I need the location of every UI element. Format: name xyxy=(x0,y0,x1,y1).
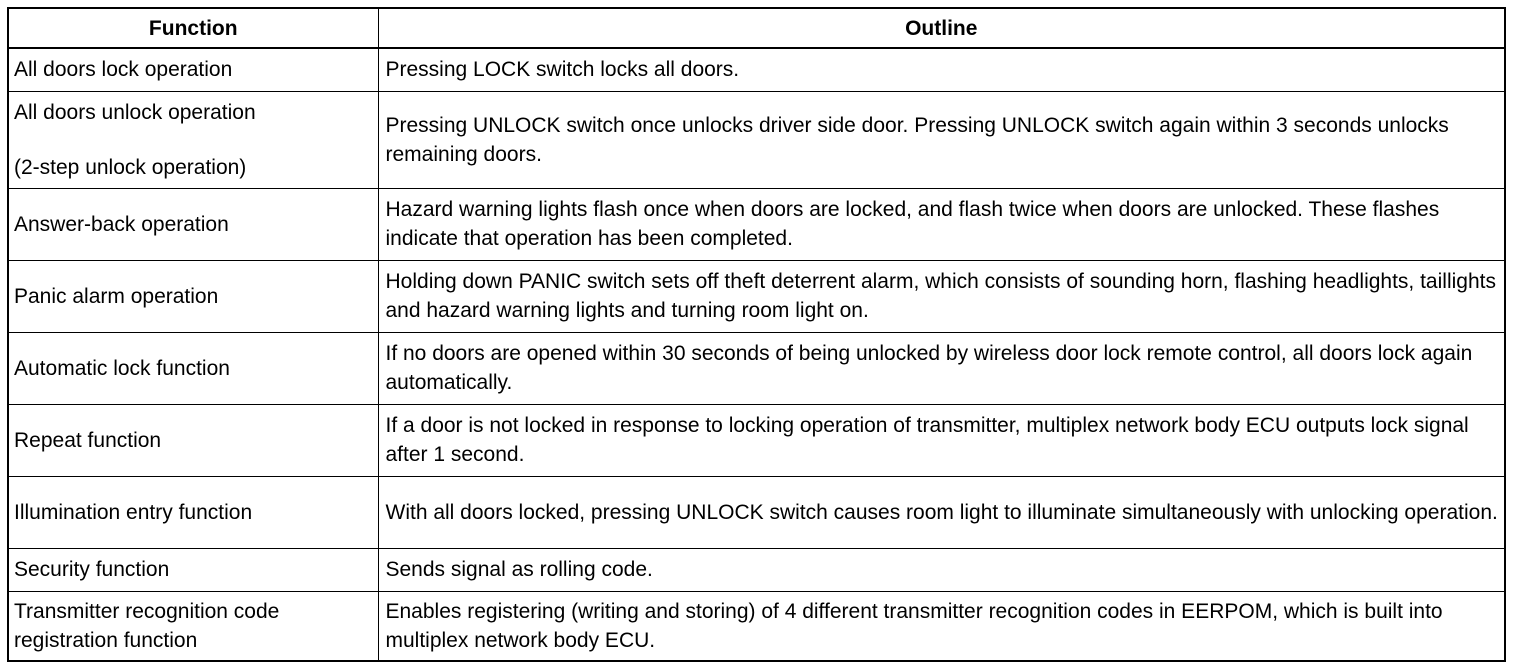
outline-cell: Holding down PANIC switch sets off theft deterrent alarm, which consists of sounding horn, flashing headlights, taillights and hazard warning lights and turning room light on. xyxy=(378,260,1505,332)
outline-cell: Pressing UNLOCK switch once unlocks driver side door. Pressing UNLOCK switch again within 3 seconds unlocks remaining doors. xyxy=(378,91,1505,188)
outline-cell: If no doors are opened within 30 seconds of being unlocked by wireless door lock remote control, all doors lock again automatically. xyxy=(378,332,1505,404)
function-cell: Answer-back operation xyxy=(8,188,378,260)
function-label: All doors unlock operation xyxy=(14,100,256,124)
table-row xyxy=(8,548,1505,591)
function-cell: Repeat function xyxy=(8,404,378,476)
function-cell: Security function xyxy=(8,548,378,591)
table-row xyxy=(8,260,1505,332)
outline-cell: If a door is not locked in response to locking operation of transmitter, multiplex network body ECU outputs lock signal after 1 second. xyxy=(378,404,1505,476)
table-row xyxy=(8,91,1505,188)
function-sub-label: (2-step unlock operation) xyxy=(14,155,247,179)
function-cell: Illumination entry function xyxy=(8,476,378,548)
function-cell: All doors lock operation xyxy=(8,48,378,91)
table-row xyxy=(8,591,1505,661)
table-row xyxy=(8,48,1505,91)
function-cell: Panic alarm operation xyxy=(8,260,378,332)
function-cell xyxy=(8,91,378,188)
table-row xyxy=(8,332,1505,404)
column-header-function: Function xyxy=(8,8,378,48)
outline-cell: With all doors locked, pressing UNLOCK switch causes room light to illuminate simultaneously with unlocking operation. xyxy=(378,476,1505,548)
table-row xyxy=(8,404,1505,476)
table-header-row xyxy=(8,8,1505,48)
table-row xyxy=(8,476,1505,548)
outline-cell: Enables registering (writing and storing) of 4 different transmitter recognition codes in EERPOM, which is built into multiplex network body ECU. xyxy=(378,591,1505,661)
table-row xyxy=(8,188,1505,260)
function-cell: Automatic lock function xyxy=(8,332,378,404)
column-header-outline: Outline xyxy=(378,8,1505,48)
function-cell: Transmitter recognition code registration function xyxy=(8,591,378,661)
outline-cell: Pressing LOCK switch locks all doors. xyxy=(378,48,1505,91)
outline-cell: Hazard warning lights flash once when doors are locked, and flash twice when doors are unlocked. These flashes indicate that operation has been completed. xyxy=(378,188,1505,260)
outline-cell: Sends signal as rolling code. xyxy=(378,548,1505,591)
function-outline-table xyxy=(7,7,1506,662)
